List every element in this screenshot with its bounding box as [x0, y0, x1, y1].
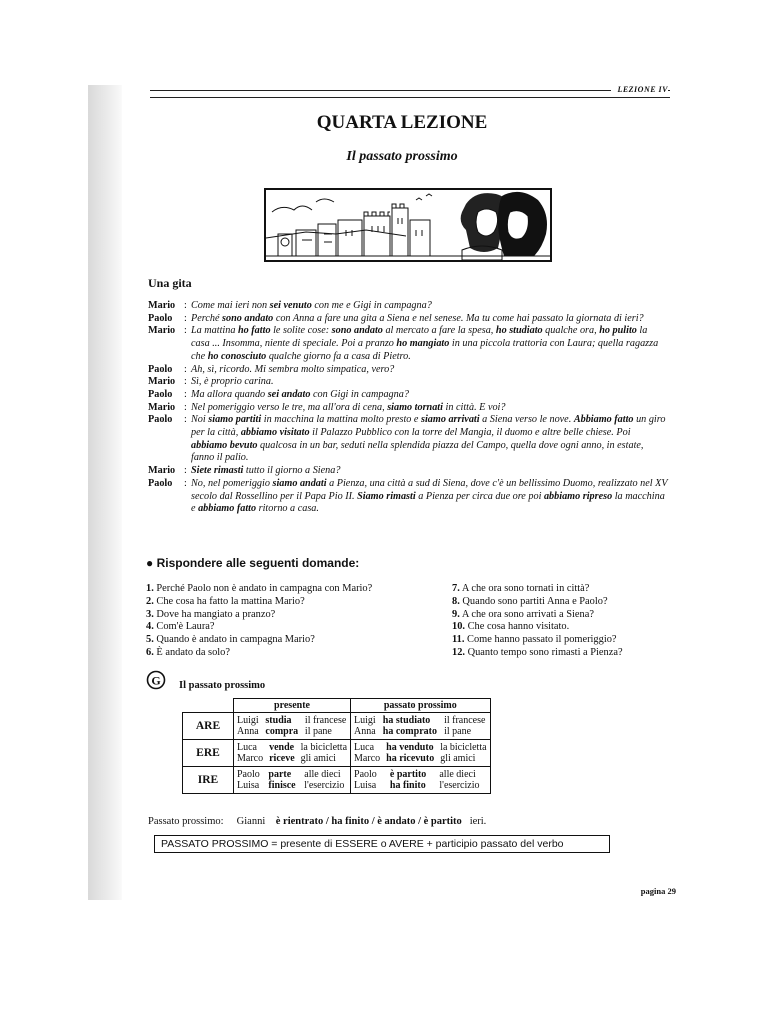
verb: vende: [269, 742, 295, 753]
passato-verbs: è rientrato / ha finito / è andato / è partito: [275, 816, 462, 827]
subject: Luigi: [354, 715, 376, 726]
dialogue-line: [148, 376, 668, 389]
page-gutter-shadow: [88, 85, 122, 900]
object: alle dieci: [439, 769, 476, 780]
verb: compra: [265, 726, 299, 737]
page-number: pagina 29: [640, 886, 676, 896]
object: l'esercizio: [439, 780, 480, 791]
object: il pane: [304, 726, 332, 737]
table-row: [183, 713, 491, 740]
object: il francese: [304, 715, 347, 726]
dialogue-speaker: Mario: [148, 325, 176, 337]
verb: ha venduto: [386, 742, 434, 753]
dialogue-speaker: Paolo: [148, 363, 173, 375]
dialogue-speaker: Mario: [148, 300, 176, 311]
question-number: 11.: [452, 634, 465, 646]
present-cell: [234, 713, 351, 740]
verb: parte: [268, 769, 292, 780]
question-text: Perché Paolo non è andato in campagna con Mario?: [156, 583, 373, 594]
object: la bicicletta: [440, 742, 487, 753]
dialogue-text: Ma allora quando sei andato con Gigi in campagna?: [191, 388, 409, 400]
passato-tail: ieri.: [469, 816, 487, 827]
question-text: Come hanno passato il pomeriggio?: [467, 634, 617, 646]
verb: ha comprato: [382, 726, 437, 737]
question-item: [146, 596, 372, 609]
dialogue-line: [148, 465, 668, 478]
question-item: [146, 609, 372, 622]
dialogue-colon: :: [184, 312, 187, 324]
dialogue-text: Siete rimasti tutto il giorno a Siena?: [191, 465, 341, 477]
question-number: 2.: [146, 595, 154, 607]
verb: finisce: [268, 780, 296, 791]
object: il pane: [444, 726, 472, 737]
passato-label: Passato prossimo:: [148, 816, 224, 827]
dialogue-speaker: Paolo: [148, 388, 173, 400]
question-item: [146, 621, 372, 634]
subject: Luca: [354, 742, 375, 753]
question-text: Che cosa ha fatto la mattina Mario?: [156, 595, 305, 607]
subject: Anna: [354, 726, 376, 737]
question-number: 10.: [452, 621, 465, 633]
dialogue-line: [148, 364, 668, 377]
col-header-passato: passato prossimo: [351, 699, 491, 713]
rule-box-body: = presente di ESSERE o AVERE + participio passato del verbo: [268, 838, 564, 850]
page-title: QUARTA LEZIONE: [316, 112, 488, 133]
question-text: Dove ha mangiato a pranzo?: [156, 608, 276, 620]
table-row: [183, 767, 491, 794]
verb: studia: [265, 715, 292, 726]
question-text: Quando è andato in campagna Mario?: [156, 634, 315, 646]
questions-heading: ● Rispondere alle seguenti domande:: [146, 556, 360, 570]
running-head-rule: [150, 90, 670, 98]
tense-label: IRE: [183, 767, 234, 794]
subject: Marco: [237, 753, 264, 764]
subject: Luisa: [237, 780, 260, 791]
table-header-row: [183, 699, 491, 713]
dialogue-colon: :: [184, 388, 187, 400]
question-number: 1.: [146, 583, 154, 594]
question-number: 12.: [452, 646, 465, 658]
dialogue-colon: :: [184, 325, 187, 337]
subject: Luisa: [354, 780, 377, 791]
dialogue-text: Nel pomeriggio verso le tre, ma all'ora di cena, siamo tornati in città. E voi?: [191, 401, 506, 413]
question-number: 4.: [146, 621, 154, 633]
dialogue-text: Perché sono andato con Anna a fare una gita a Siena e nel senese. Ma tu come hai passato la giornata di ieri?: [191, 312, 644, 324]
dialogue-speaker: Paolo: [148, 477, 173, 489]
past-cell: [351, 767, 491, 794]
object: gli amici: [300, 753, 336, 764]
dialogue-line: [148, 300, 668, 313]
object: gli amici: [440, 753, 476, 764]
dialogue-speaker: Mario: [148, 376, 176, 388]
dialogue-text: Sì, è proprio carina.: [191, 376, 274, 388]
dialogue-text: Come mai ieri non sei venuto con me e Gigi in campagna?: [191, 300, 432, 311]
question-text: Che cosa hanno visitato.: [467, 621, 570, 633]
question-text: Quando sono partiti Anna e Paolo?: [462, 595, 608, 607]
col-header-presente: presente: [234, 699, 351, 713]
questions-heading-text: Rispondere alle seguenti domande:: [156, 556, 360, 570]
question-item: [452, 596, 623, 609]
dialogue-colon: :: [184, 300, 187, 311]
siena-illustration: [264, 188, 552, 262]
illustration-drawing: [266, 190, 550, 260]
dialogue-line: [148, 414, 668, 465]
question-item: [146, 647, 372, 660]
tense-label: ERE: [183, 740, 234, 767]
verb: ha ricevuto: [386, 753, 435, 764]
question-number: 6.: [146, 646, 154, 658]
dialogue-colon: :: [184, 414, 187, 426]
question-item: [452, 621, 623, 634]
question-item: [452, 634, 623, 647]
question-item: [452, 647, 623, 660]
question-item: [146, 634, 372, 647]
section-title: Una gita: [148, 276, 192, 290]
questions-right-column: [452, 583, 623, 660]
verb: ha studiato: [382, 715, 431, 726]
dialogue-text: Ah, sì, ricordo. Mi sembra molto simpatica, vero?: [191, 363, 395, 375]
dialogue-text: No, nel pomeriggio siamo andati a Pienza, una città a sud di Siena, dove c'è un bellissimo Duomo, realizzato nel XV secolo dal Rossellino per il Papa Pio II. Siamo rimasti a Pienza per circa due ore poi abbiamo ripreso la macchina e abbiamo fatto ritorno a casa.: [191, 477, 668, 515]
question-number: 7.: [452, 583, 460, 594]
verb: è partito: [389, 769, 427, 780]
subject: Paolo: [237, 769, 260, 780]
dialogue-colon: :: [184, 401, 187, 413]
question-text: Quanto tempo sono rimasti a Pienza?: [467, 646, 623, 658]
conjugation-table: [182, 698, 491, 794]
dialogue-speaker: Mario: [148, 465, 176, 477]
textbook-page: [122, 0, 682, 1024]
subject: Anna: [237, 726, 259, 737]
grammar-marker-letter: G: [151, 673, 161, 688]
dialogue-speaker: Paolo: [148, 414, 173, 426]
question-text: A che ora sono tornati in città?: [461, 583, 590, 594]
object: il francese: [444, 715, 486, 726]
dialogue-speaker: Mario: [148, 401, 176, 413]
dialogue-line: [148, 313, 668, 326]
running-head: LEZIONE IV: [611, 85, 668, 94]
question-item: [146, 583, 372, 596]
question-text: A che ora sono arrivati a Siena?: [461, 608, 594, 620]
past-cell: [351, 740, 491, 767]
grammar-g-icon: [146, 670, 166, 690]
dialogue-line: [148, 402, 668, 415]
dialogue-speaker: Paolo: [148, 312, 173, 324]
tense-label: ARE: [183, 713, 234, 740]
subject: Luca: [237, 742, 257, 753]
dialogue-line: [148, 389, 668, 402]
question-item: [452, 609, 623, 622]
passato-subject: Gianni: [236, 816, 266, 827]
question-text: Com'è Laura?: [156, 621, 215, 633]
dialogue-colon: :: [184, 465, 187, 477]
subject: Paolo: [354, 769, 377, 780]
subject: Marco: [354, 753, 381, 764]
dialogue-line: [148, 478, 668, 516]
rule-box-head: PASSATO PROSSIMO: [161, 838, 269, 850]
passato-example-line: [148, 816, 486, 827]
dialogue-text: Noi siamo partiti in macchina la mattina molto presto e siamo arrivati a Siena verso le nove. Abbiamo fatto un giro per la città, abbiamo visitato il Palazzo Pubblico con la torre del Mangia, il duomo e altre belle chiese. Poi abbiamo bevuto qualcosa in un bar, seduti nella splendida piazza del Campo, quella dove ogni anno, in estate, fanno il palio.: [191, 414, 666, 464]
object: l'esercizio: [304, 780, 345, 791]
questions-left-column: [146, 583, 372, 660]
question-text: È andato da solo?: [156, 646, 230, 658]
subject: Luigi: [237, 715, 259, 726]
past-cell: [351, 713, 491, 740]
dialogue-colon: :: [184, 477, 187, 489]
verb: riceve: [269, 753, 295, 764]
dialogue-text: La mattina ho fatto le solite cose: sono andato al mercato a fare la spesa, ho studiato qualche ora, ho pulito la casa ... Insomma, niente di speciale. Poi a pranzo ho mangiato in una piccola trattoria con Laura; quella ragazza che ho conosciuto qualche giorno fa a casa di Pietro.: [191, 325, 659, 362]
grammar-heading: Il passato prossimo: [179, 680, 266, 691]
page-subtitle: Il passato prossimo: [346, 149, 458, 164]
dialogue: [148, 300, 668, 516]
question-number: 8.: [452, 595, 460, 607]
question-item: [452, 583, 623, 596]
present-cell: [234, 767, 351, 794]
object: la bicicletta: [300, 742, 348, 753]
present-cell: [234, 740, 351, 767]
rule-box: [154, 835, 610, 853]
question-number: 5.: [146, 634, 154, 646]
object: alle dieci: [304, 769, 341, 780]
table-row: [183, 740, 491, 767]
dialogue-colon: :: [184, 363, 187, 375]
question-number: 3.: [146, 608, 154, 620]
verb: ha finito: [389, 780, 426, 791]
question-number: 9.: [452, 608, 460, 620]
dialogue-colon: :: [184, 376, 187, 388]
dialogue-line: [148, 325, 668, 363]
